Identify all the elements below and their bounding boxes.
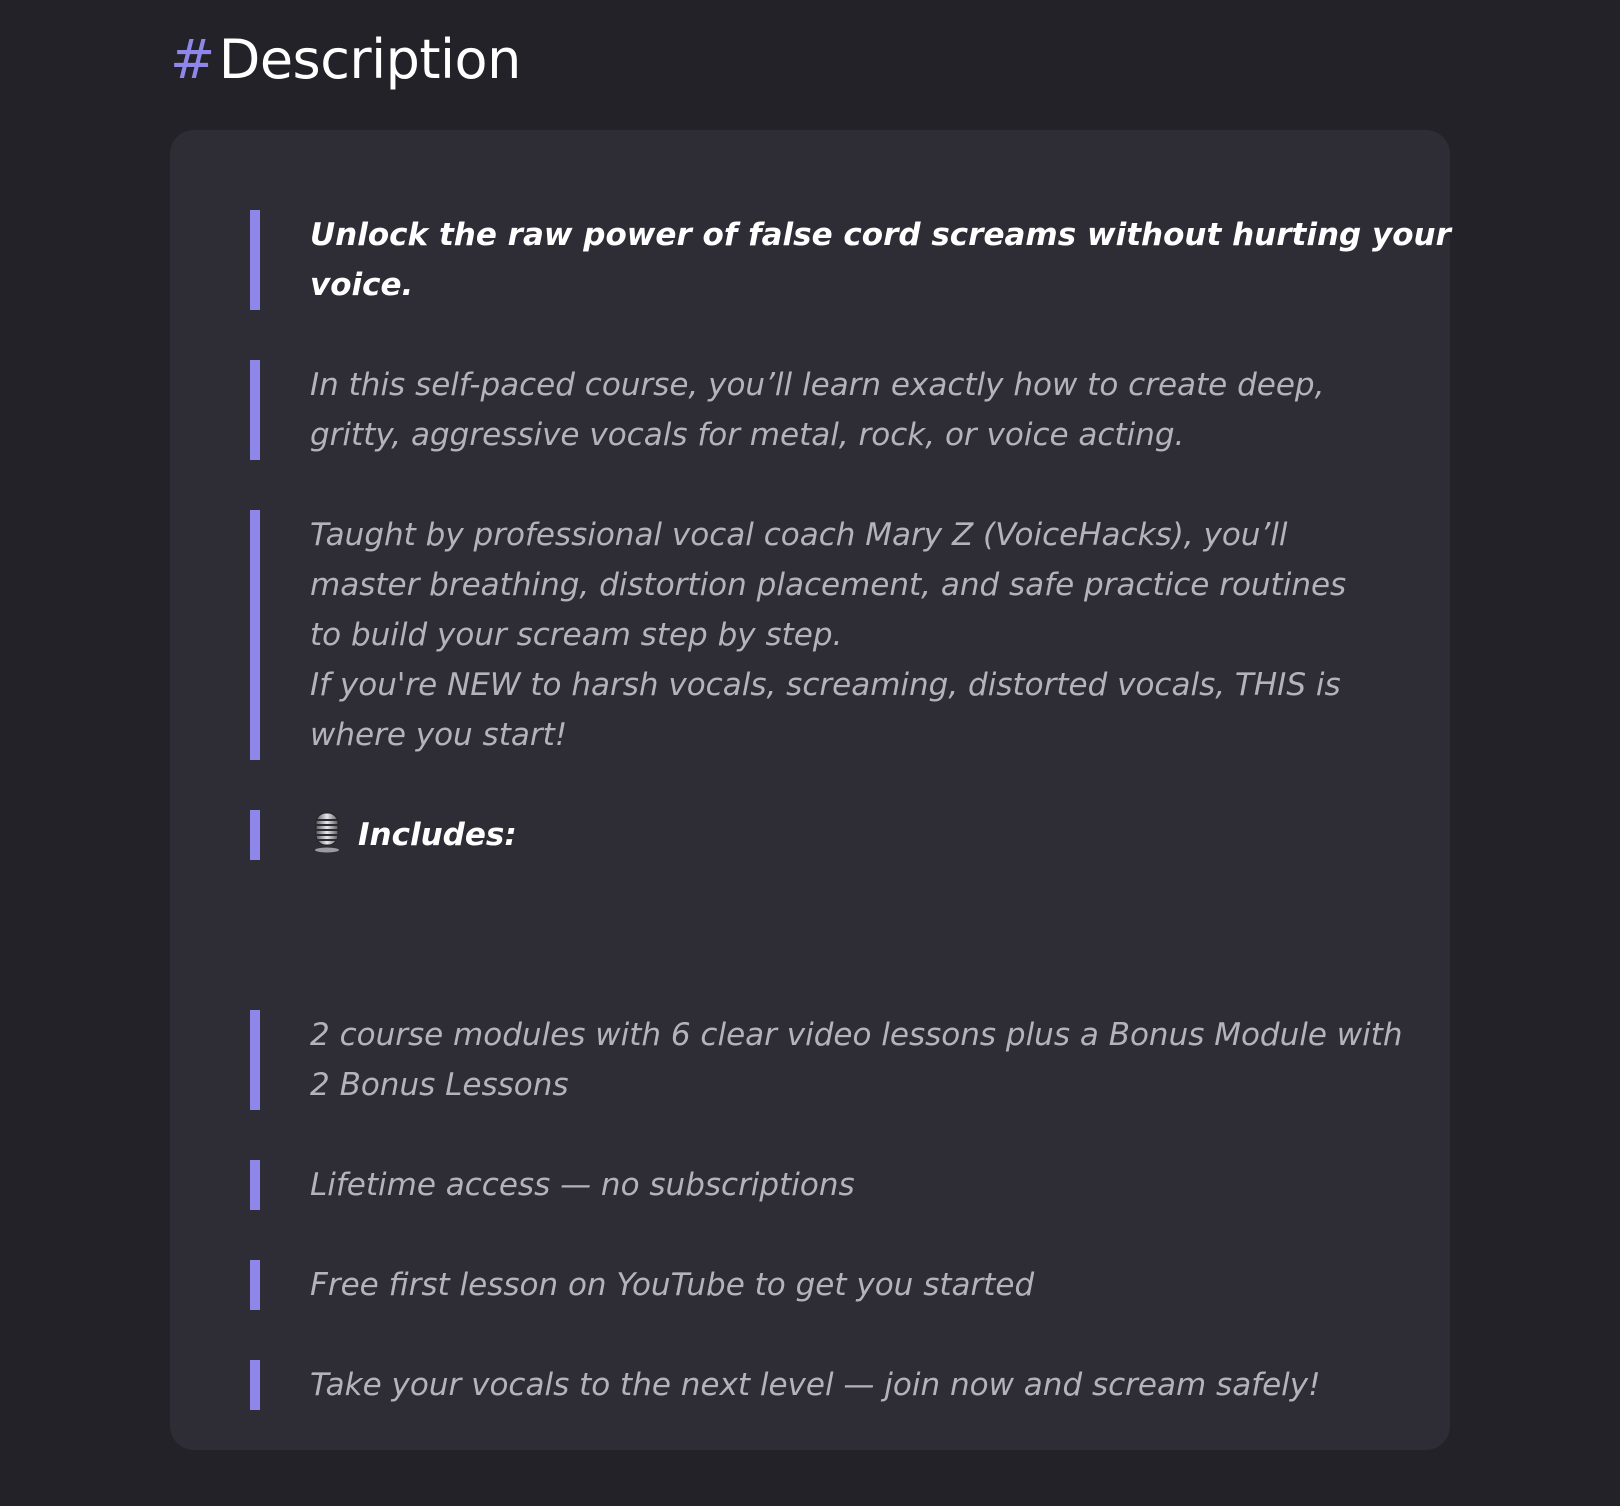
lifetime-blockquote [250,1160,1340,1210]
intro-line-2: voice. [310,267,414,303]
coach-line-4: If you're NEW to harsh vocals, screaming, distorted vocals, THIS is [310,667,1341,703]
cta-blockquote [250,1360,1340,1410]
youtube-line: Free first lesson on YouTube to get you started [310,1267,1035,1303]
course-line-2: gritty, aggressive vocals for metal, rock, or voice acting. [310,417,1185,453]
coach-line-5: where you start! [310,717,568,753]
modules-line-2: 2 Bonus Lessons [310,1067,569,1103]
coach-blockquote [250,510,1347,760]
includes-blockquote [250,810,1340,860]
intro-line-1: Unlock the raw power of false cord screams without hurting your [310,217,1451,253]
hash-symbol: # [170,28,215,91]
cta-line: Take your vocals to the next level — join now and scream safely! [310,1367,1321,1403]
section-heading [170,22,521,98]
course-blockquote [250,360,1340,460]
section-title: Description [218,28,521,91]
modules-blockquote [250,1010,1403,1110]
youtube-blockquote [250,1260,1340,1310]
coach-line-2: master breathing, distortion placement, and safe practice routines [310,567,1347,603]
intro-blockquote [250,210,1451,310]
microphone-icon [310,811,344,853]
coach-line-1: Taught by professional vocal coach Mary Z (VoiceHacks), you’ll [310,517,1288,553]
coach-line-3: to build your scream step by step. [310,617,843,653]
lifetime-line: Lifetime access — no subscriptions [310,1167,855,1203]
includes-label: Includes: [358,817,517,853]
description-card [170,130,1450,1450]
modules-line-1: 2 course modules with 6 clear video lessons plus a Bonus Module with [310,1017,1403,1053]
course-line-1: In this self-paced course, you’ll learn exactly how to create deep, [310,367,1325,403]
